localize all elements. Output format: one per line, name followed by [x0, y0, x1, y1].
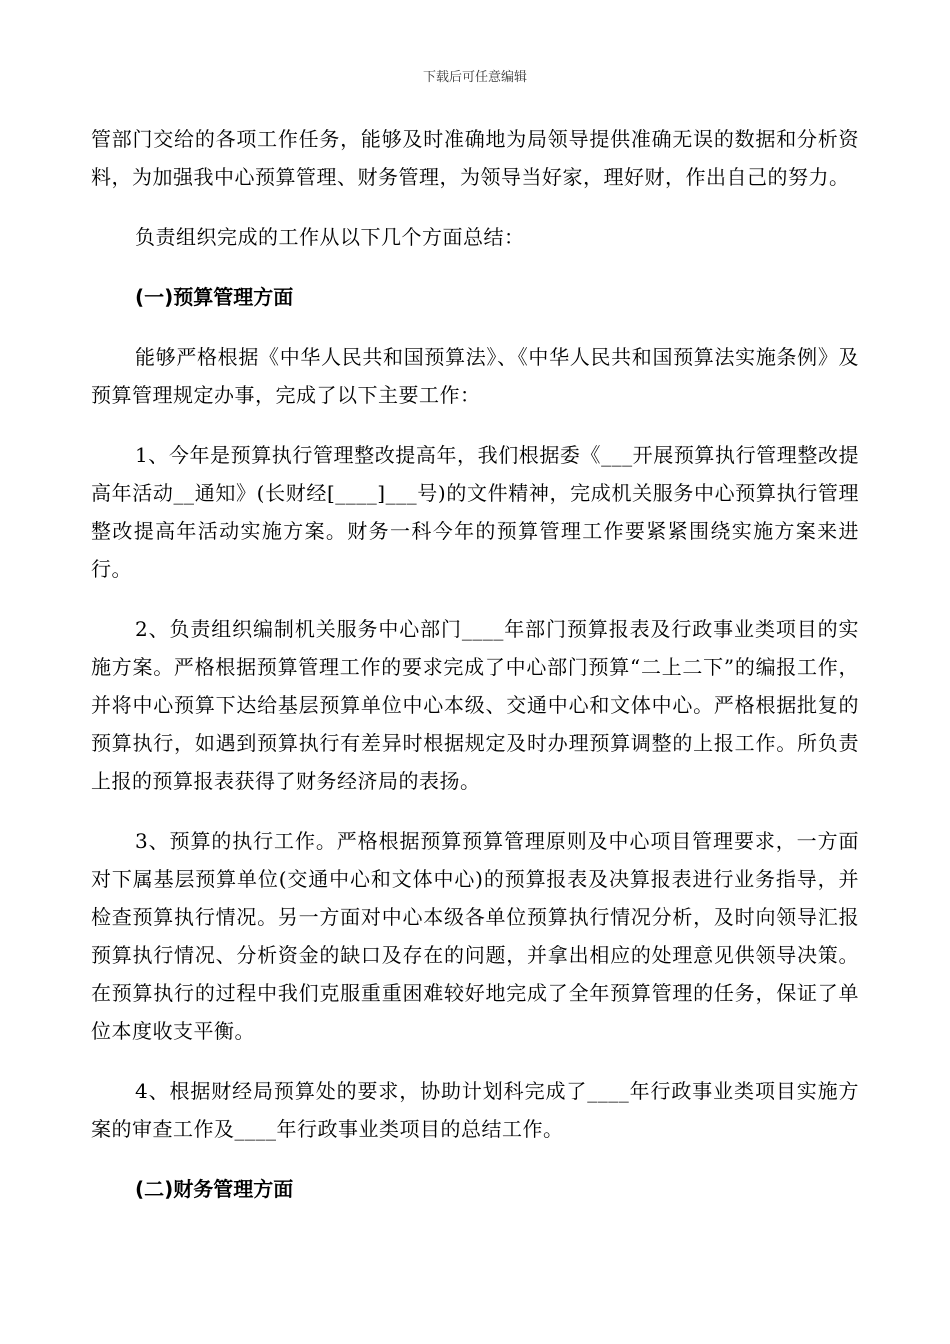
page-header: 下载后可任意编辑 — [422, 70, 527, 85]
paragraph-item-2: 2、负责组织编制机关服务中心部门____年部门预算报表及行政事业类项目的实施方案。严格根据预算管理工作的要求完成了中心部门预算“二上二下”的编报工作，并将中心预算下达给基层预算单位中心本级、交通中心和文体中心。严格根据批复的预算执行，如遇到预算执行有差异时根据规定及时办理预算调整的上报工作。所负责上报的预算报表获得了财务经济局的表扬。 — [91, 617, 859, 793]
document-body — [91, 120, 859, 1208]
paragraph-summary: 负责组织完成的工作从以下几个方面总结： — [135, 225, 525, 249]
paragraph-item-4: 4、根据财经局预算处的要求，协助计划科完成了____年行政事业类项目实施方案的审查工作及____年行政事业类项目的总结工作。 — [91, 1079, 859, 1141]
paragraph-item-3: 3、预算的执行工作。严格根据预算预算管理原则及中心项目管理要求，一方面对下属基层预算单位(交通中心和文体中心)的预算报表及决算报表进行业务指导，并检查预算执行情况。另一方面对中心本级各单位预算执行情况分析，及时向领导汇报预算执行情况、分析资金的缺口及存在的问题，并拿出相应的处理意见供领导决策。在预算执行的过程中我们克服重重困难较好地完成了全年预算管理的任务，保证了单位本度收支平衡。 — [91, 829, 859, 1043]
section-heading-budget: (一)预算管理方面 — [135, 285, 294, 309]
paragraph-budget-law: 能够严格根据《中华人民共和国预算法》、《中华人民共和国预算法实施条例》及预算管理规定办事，完成了以下主要工作： — [91, 345, 859, 407]
section-heading-finance: (二)财务管理方面 — [135, 1177, 294, 1201]
paragraph-item-1: 1、今年是预算执行管理整改提高年，我们根据委《___开展预算执行管理整改提高年活动__通知》(长财经[____]___号)的文件精神，完成机关服务中心预算执行管理整改提高年活动实施方案。财务一科今年的预算管理工作要紧紧围绕实施方案来进行。 — [91, 443, 859, 581]
paragraph-intro: 管部门交给的各项工作任务，能够及时准确地为局领导提供准确无误的数据和分析资料，为加强我中心预算管理、财务管理，为领导当好家，理好财，作出自己的努力。 — [91, 127, 859, 189]
